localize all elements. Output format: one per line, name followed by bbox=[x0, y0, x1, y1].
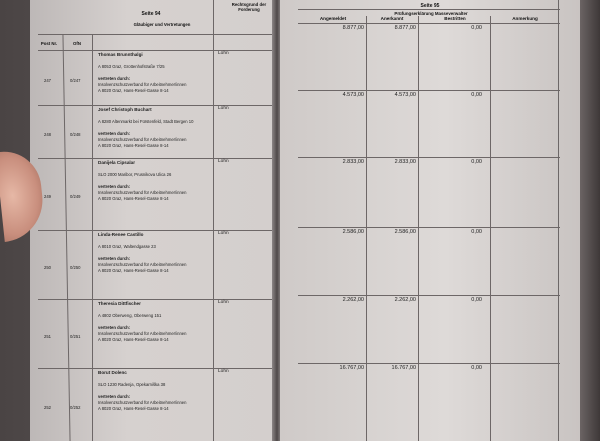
creditor-name: Danijela Cipsalar bbox=[98, 160, 136, 165]
ofn-nr: 0/250 bbox=[70, 264, 81, 270]
amount-bestritten: 0,00 bbox=[471, 229, 482, 235]
col-header-glaeubiger: Gläubiger und Vertretungen bbox=[133, 22, 191, 27]
row-divider bbox=[38, 230, 274, 231]
amount-anerkannt: 2.586,00 bbox=[394, 229, 416, 235]
representative-label: vertreten durch: bbox=[98, 131, 131, 136]
representative-name: Insolvenzschutzverband für Arbeitnehmer/innen bbox=[98, 262, 187, 267]
page-edge-shadow bbox=[580, 0, 600, 441]
header-bottom-line bbox=[38, 50, 274, 51]
right-col-divider-2 bbox=[418, 16, 419, 441]
col-header-bestritten: Bestritten bbox=[444, 16, 466, 21]
post-nr: 252 bbox=[44, 404, 51, 410]
ofn-nr: 0/249 bbox=[70, 194, 81, 199]
creditor-address: SLO 1230 Radenja, Opekarniška 38 bbox=[98, 382, 166, 387]
representative-name: Insolvenzschutzverband für Arbeitnehmer/innen bbox=[98, 400, 187, 405]
right-top-line bbox=[298, 9, 560, 10]
amount-anerkannt: 4.573,00 bbox=[394, 92, 416, 98]
creditor-name: Borut Dolenc bbox=[98, 370, 127, 375]
row-divider bbox=[38, 158, 274, 159]
row-divider bbox=[38, 299, 274, 300]
amount-anerkannt: 16.767,00 bbox=[391, 365, 416, 371]
representative-address: A 8020 Graz, Hans-Resel-Gasse 8-14 bbox=[98, 337, 169, 342]
amount-anerkannt: 2.262,00 bbox=[394, 297, 416, 303]
amount-bestritten: 0,00 bbox=[471, 297, 482, 303]
creditor-address: A 4802 Oberweng, Oberweng 151 bbox=[98, 313, 162, 318]
left-page-title: Seite 94 bbox=[141, 11, 161, 17]
representative-address: A 8020 Graz, Hans-Resel-Gasse 8-14 bbox=[98, 196, 169, 201]
amount-bestritten: 0,00 bbox=[471, 365, 482, 371]
amount-angemeldet: 2.586,00 bbox=[342, 229, 364, 235]
amount-anerkannt: 2.833,00 bbox=[394, 159, 416, 165]
row-divider bbox=[298, 363, 560, 364]
representative-label: vertreten durch: bbox=[98, 394, 131, 399]
representative-name: Insolvenzschutzverband für Arbeitnehmer/innen bbox=[98, 331, 187, 336]
row-divider bbox=[298, 295, 560, 296]
creditor-name: Josef Christoph Buchart bbox=[98, 107, 152, 112]
representative-label: vertreten durch: bbox=[98, 184, 131, 189]
left-page bbox=[30, 0, 274, 441]
col-header-anerkannt: Anerkannt bbox=[380, 16, 404, 21]
row-divider bbox=[298, 227, 560, 228]
col-divider-2 bbox=[92, 34, 93, 441]
col-divider-1 bbox=[62, 34, 70, 441]
amount-angemeldet: 2.833,00 bbox=[342, 159, 364, 165]
representative-label: vertreten durch: bbox=[98, 256, 131, 261]
ofn-nr: 0/252 bbox=[70, 404, 81, 410]
representative-address: A 8020 Graz, Hans-Resel-Gasse 8-14 bbox=[98, 406, 169, 411]
claim-reason: Lohn bbox=[218, 159, 229, 164]
right-col-divider-1 bbox=[366, 16, 367, 441]
post-nr: 249 bbox=[44, 194, 51, 199]
col-header-ofn: OfN bbox=[73, 41, 81, 46]
col-group-pruefungserklaerung: Prüfungserklärung Masseverwalter bbox=[394, 11, 468, 16]
ofn-nr: 0/251 bbox=[70, 333, 81, 339]
creditor-name: Theresia Dittfischer bbox=[98, 301, 141, 306]
representative-label: vertreten durch: bbox=[98, 76, 131, 81]
representative-name: Insolvenzschutzverband für Arbeitnehmer/innen bbox=[98, 82, 187, 87]
row-divider bbox=[38, 105, 274, 106]
amount-bestritten: 0,00 bbox=[471, 92, 482, 98]
creditor-address: A 8280 Altenmarkt bei Fürstenfeld, Stadt Bergen 10 bbox=[98, 119, 194, 124]
col-divider-3 bbox=[213, 0, 214, 441]
representative-name: Insolvenzschutzverband für Arbeitnehmer/innen bbox=[98, 137, 187, 142]
amount-angemeldet: 4.573,00 bbox=[342, 92, 364, 98]
creditor-address: SLO 2000 Maribor, Prusnikova Ulica 26 bbox=[98, 172, 172, 177]
right-page bbox=[280, 0, 580, 441]
right-page-title: Seite 95 bbox=[420, 3, 440, 9]
amount-angemeldet: 16.767,00 bbox=[339, 365, 364, 371]
col-header-angemeldet: Angemeldet bbox=[319, 16, 347, 21]
post-nr: 251 bbox=[44, 333, 51, 339]
col-header-post-nr: Post Nr. bbox=[40, 41, 58, 46]
amount-bestritten: 0,00 bbox=[471, 25, 482, 31]
amount-angemeldet: 2.262,00 bbox=[342, 297, 364, 303]
claim-reason: Lohn bbox=[218, 369, 229, 374]
right-col-divider-3 bbox=[490, 16, 491, 441]
representative-address: A 8020 Graz, Hans-Resel-Gasse 8-14 bbox=[98, 88, 169, 93]
amount-angemeldet: 8.877,00 bbox=[342, 25, 364, 31]
row-divider bbox=[298, 23, 560, 24]
post-nr: 250 bbox=[44, 264, 51, 270]
creditor-name: Linda-Renee Castillo bbox=[98, 232, 144, 237]
creditor-address: A 8010 Graz, Waltendgasse 23 bbox=[98, 244, 156, 249]
right-edge-line bbox=[558, 0, 559, 441]
representative-address: A 8020 Graz, Hans-Resel-Gasse 8-14 bbox=[98, 268, 169, 273]
creditor-name: Thomas Brunnthalgi bbox=[98, 52, 143, 57]
table-top-line bbox=[38, 34, 274, 35]
ofn-nr: 0/247 bbox=[70, 77, 81, 83]
post-nr: 247 bbox=[44, 77, 51, 83]
representative-address: A 8020 Graz, Hans-Resel-Gasse 8-14 bbox=[98, 143, 169, 148]
representative-label: vertreten durch: bbox=[98, 325, 131, 330]
post-nr: 248 bbox=[44, 131, 51, 137]
row-divider bbox=[298, 157, 560, 158]
claim-reason: Lohn bbox=[218, 300, 229, 305]
row-divider bbox=[298, 90, 560, 91]
amount-bestritten: 0,00 bbox=[471, 159, 482, 165]
col-header-anmerkung: Anmerkung bbox=[512, 16, 538, 21]
amount-anerkannt: 8.877,00 bbox=[394, 25, 416, 31]
claim-reason: Lohn bbox=[218, 106, 229, 111]
row-divider bbox=[38, 368, 274, 369]
claim-reason: Lohn bbox=[218, 51, 229, 56]
creditor-address: A 8053 Graz, Grottenhofstraße 7/25 bbox=[98, 64, 165, 69]
ofn-nr: 0/248 bbox=[70, 131, 81, 137]
col-header-rechtsgrund: Rechtsgrund der Forderung bbox=[231, 2, 267, 12]
claim-reason: Lohn bbox=[218, 231, 229, 236]
representative-name: Insolvenzschutzverband für Arbeitnehmer/innen bbox=[98, 190, 187, 195]
